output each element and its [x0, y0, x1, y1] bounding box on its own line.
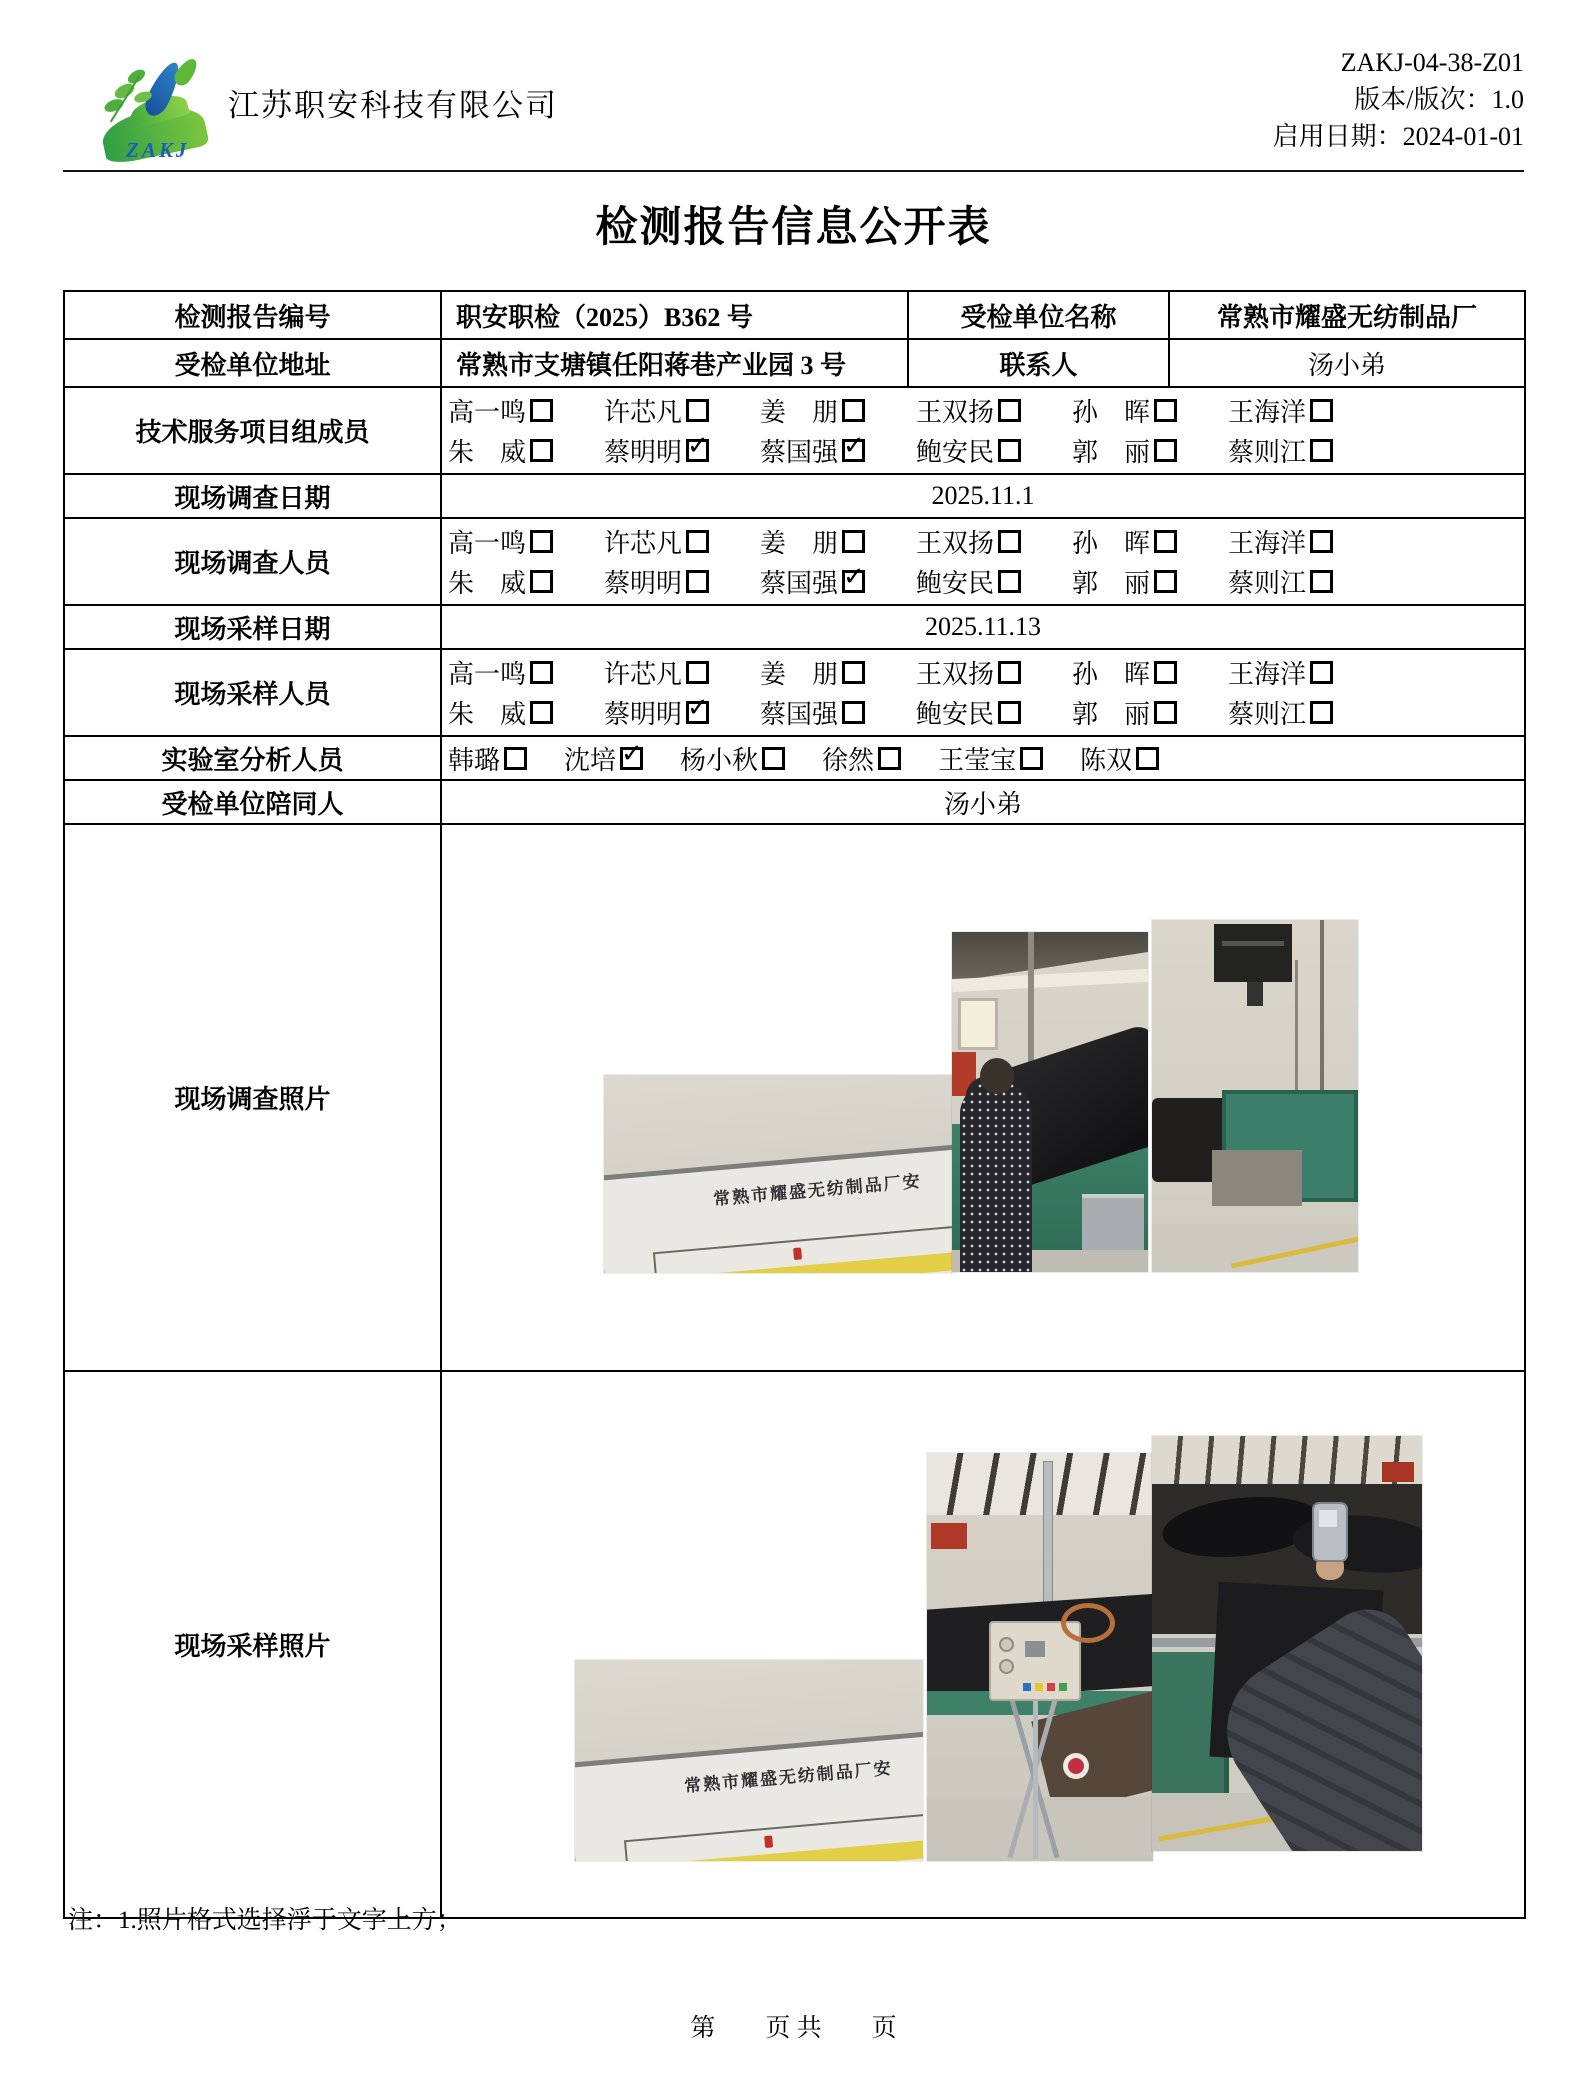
- checkbox-unchecked: [504, 747, 527, 770]
- page-number-footer: 第 页 共 页: [690, 2015, 897, 2042]
- photo-sampler-screen: [1025, 1641, 1045, 1657]
- member-name: 韩璐: [448, 745, 501, 775]
- table-row-lab-staff: [64, 736, 1525, 780]
- contact-value: 汤小弟: [1169, 339, 1525, 387]
- checkbox-unchecked: [998, 701, 1021, 724]
- checkbox-unchecked: [998, 661, 1021, 684]
- checkbox-checked: [686, 693, 709, 724]
- checkbox-unchecked: [842, 661, 865, 684]
- member-option: [760, 432, 916, 469]
- member-option: [1228, 563, 1384, 600]
- member-name: 王双扬: [916, 660, 995, 689]
- member-name: 徐然: [822, 745, 875, 775]
- checkbox-unchecked: [842, 701, 865, 724]
- member-option: [760, 523, 916, 560]
- photo-equipment: [1212, 1150, 1302, 1206]
- member-name: 蔡则江: [1228, 569, 1307, 598]
- checkbox-unchecked: [1154, 701, 1177, 724]
- photo-tape-roll-center: [1068, 1758, 1084, 1774]
- sampling-staff-grid: [442, 653, 1524, 733]
- member-option: [760, 694, 916, 731]
- checkbox-unchecked: [1154, 439, 1177, 462]
- member-line: [442, 562, 1524, 602]
- survey-photos-label: 现场调查照片: [64, 824, 441, 1371]
- member-line: [442, 431, 1524, 471]
- member-name: 鲍安民: [916, 700, 995, 729]
- sampling-date-value: 2025.11.13: [441, 605, 1525, 649]
- member-option: [916, 523, 1072, 560]
- member-option: [1072, 523, 1228, 560]
- accompany-label: 受检单位陪同人: [64, 780, 441, 824]
- table-row-team: [64, 387, 1525, 474]
- member-option: [604, 523, 760, 560]
- member-option: [1228, 654, 1384, 691]
- member-name: 姜 朋: [760, 660, 839, 689]
- checkbox-unchecked: [530, 530, 553, 553]
- member-option: [760, 392, 916, 429]
- member-option: [604, 392, 760, 429]
- photo-window-slat: [1222, 941, 1285, 946]
- checkbox-unchecked: [686, 661, 709, 684]
- member-name: 蔡明明: [604, 569, 683, 598]
- sampling-staff-label: 现场采样人员: [64, 649, 441, 736]
- member-name: 陈双: [1080, 745, 1133, 775]
- photo-red-banner: [1382, 1462, 1414, 1482]
- checkbox-unchecked: [842, 399, 865, 422]
- member-name: 郭 丽: [1072, 700, 1151, 729]
- checkbox-unchecked: [1310, 399, 1333, 422]
- member-name: 蔡明明: [604, 438, 683, 467]
- checkbox-unchecked: [686, 530, 709, 553]
- table-row-survey-staff: [64, 518, 1525, 605]
- survey-date-label: 现场调查日期: [64, 474, 441, 518]
- sampling-staff-cell: [441, 649, 1525, 736]
- photo-meter-screen: [1319, 1510, 1337, 1527]
- member-option: [604, 694, 760, 731]
- photo-sampler-button: [1059, 1683, 1067, 1691]
- checkbox-unchecked: [530, 439, 553, 462]
- member-option: [448, 432, 604, 469]
- member-name: 蔡国强: [760, 569, 839, 598]
- member-option: [680, 740, 785, 777]
- member-option: [1228, 694, 1384, 731]
- member-name: 蔡国强: [760, 438, 839, 467]
- photo-red-banner: [931, 1523, 967, 1549]
- survey-staff-label: 现场调查人员: [64, 518, 441, 605]
- photo-handheld-meter: [1312, 1502, 1348, 1562]
- member-option: [760, 563, 916, 600]
- lab-staff-grid: [442, 739, 1524, 777]
- document-control-block: [1273, 44, 1524, 155]
- member-name: 朱 威: [448, 438, 527, 467]
- photo-sampler-tube: [1061, 1603, 1115, 1643]
- photo-sampler-button: [1047, 1683, 1055, 1691]
- photo-red-mark: [764, 1835, 773, 1848]
- member-option: [916, 563, 1072, 600]
- checkbox-checked: [842, 431, 865, 462]
- member-line: [442, 522, 1524, 562]
- member-name: 孙 晖: [1072, 398, 1151, 427]
- member-option: [1228, 432, 1384, 469]
- member-option: [916, 392, 1072, 429]
- member-name: 郭 丽: [1072, 438, 1151, 467]
- photo-sampler-button: [1035, 1683, 1043, 1691]
- member-option: [604, 563, 760, 600]
- checkbox-unchecked: [842, 530, 865, 553]
- member-name: 蔡则江: [1228, 438, 1307, 467]
- checkbox-unchecked: [1154, 661, 1177, 684]
- member-option: [1072, 694, 1228, 731]
- member-option: [448, 563, 604, 600]
- member-option: [1080, 740, 1159, 777]
- survey-photo-factory-sign: [604, 1075, 952, 1273]
- checkbox-unchecked: [1154, 530, 1177, 553]
- checkbox-unchecked: [998, 439, 1021, 462]
- photo-hanging-equipment: [1247, 982, 1263, 1006]
- member-name: 高一鸣: [448, 529, 527, 558]
- member-option: [604, 654, 760, 691]
- member-option: [938, 740, 1043, 777]
- member-name: 蔡则江: [1228, 700, 1307, 729]
- table-row-accompany: [64, 780, 1525, 824]
- photo-sampler-button: [1023, 1683, 1031, 1691]
- checkbox-unchecked: [1154, 399, 1177, 422]
- doc-code: ZAKJ-04-38-Z01: [1340, 48, 1524, 77]
- photo-air-sampler-instrument: [989, 1621, 1081, 1701]
- member-name: 王莹宝: [938, 745, 1017, 775]
- member-option: [564, 740, 643, 777]
- lab-staff-label: 实验室分析人员: [64, 736, 441, 780]
- photo-dark-window: [1214, 924, 1292, 982]
- member-option: [916, 432, 1072, 469]
- member-name: 王双扬: [916, 529, 995, 558]
- footnote: 注：1.照片格式选择浮于文字上方；: [68, 1907, 462, 1934]
- checkbox-unchecked: [762, 747, 785, 770]
- survey-date-value: 2025.11.1: [441, 474, 1525, 518]
- member-name: 王海洋: [1228, 529, 1307, 558]
- member-option: [1072, 563, 1228, 600]
- member-option: [1072, 392, 1228, 429]
- member-line: [442, 693, 1524, 733]
- team-label: 技术服务项目组成员: [64, 387, 441, 474]
- sampling-photo-handheld-meter: [1152, 1436, 1422, 1851]
- checkbox-checked: [842, 562, 865, 593]
- report-no-label: 检测报告编号: [64, 291, 441, 339]
- checkbox-unchecked: [530, 701, 553, 724]
- member-name: 鲍安民: [916, 438, 995, 467]
- member-name: 朱 威: [448, 569, 527, 598]
- check-mark-icon: ✓: [687, 693, 709, 723]
- checkbox-unchecked: [998, 570, 1021, 593]
- photo-sign-text: 常熟市耀盛无纺制品厂安: [712, 1171, 923, 1209]
- member-option: [1072, 654, 1228, 691]
- table-row-sampling-date: [64, 605, 1525, 649]
- member-option: [916, 694, 1072, 731]
- photo-worker: [960, 1082, 1032, 1272]
- member-option: [760, 654, 916, 691]
- checkbox-unchecked: [1310, 530, 1333, 553]
- check-mark-icon: ✓: [843, 562, 865, 592]
- unit-address-label: 受检单位地址: [64, 339, 441, 387]
- table-row-survey-photos: [64, 824, 1525, 1371]
- photo-window: [958, 998, 998, 1050]
- member-option: [448, 694, 604, 731]
- checkbox-unchecked: [686, 570, 709, 593]
- doc-effective-date: 启用日期：2024-01-01: [1272, 122, 1524, 151]
- checkbox-unchecked: [1020, 747, 1043, 770]
- table-row-report-no: [64, 291, 1525, 339]
- photo-steel-table: [1082, 1194, 1144, 1252]
- sampling-date-label: 现场采样日期: [64, 605, 441, 649]
- lab-staff-cell: [441, 736, 1525, 780]
- checkbox-unchecked: [1136, 747, 1159, 770]
- survey-photos-cell: [441, 824, 1525, 1371]
- member-line: [442, 739, 1524, 777]
- checkbox-unchecked: [998, 530, 1021, 553]
- header-divider: [63, 170, 1524, 172]
- photo-tape-roll: [1063, 1753, 1089, 1779]
- page-title: 检测报告信息公开表: [595, 205, 992, 251]
- table-row-address: [64, 339, 1525, 387]
- checkbox-unchecked: [998, 399, 1021, 422]
- checkbox-unchecked: [878, 747, 901, 770]
- member-name: 王海洋: [1228, 398, 1307, 427]
- member-name: 沈培: [564, 745, 617, 775]
- member-name: 许芯凡: [604, 398, 683, 427]
- checkbox-unchecked: [1310, 701, 1333, 724]
- checkbox-checked: [620, 738, 643, 770]
- logo-acronym: ZAKJ: [126, 138, 190, 162]
- company-logo: [100, 52, 218, 160]
- member-option: [448, 523, 604, 560]
- checkbox-unchecked: [1310, 661, 1333, 684]
- member-name: 郭 丽: [1072, 569, 1151, 598]
- photo-sign-text: 常熟市耀盛无纺制品厂安: [683, 1758, 894, 1796]
- member-name: 高一鸣: [448, 398, 527, 427]
- unit-address-value: 常熟市支塘镇任阳蒋巷产业园 3 号: [441, 339, 908, 387]
- member-option: [1072, 432, 1228, 469]
- checkbox-unchecked: [686, 399, 709, 422]
- sampling-photos-label: 现场采样照片: [64, 1371, 441, 1918]
- checkbox-unchecked: [1310, 570, 1333, 593]
- table-row-sampling-staff: [64, 649, 1525, 736]
- contact-label: 联系人: [908, 339, 1169, 387]
- member-name: 杨小秋: [680, 745, 759, 775]
- member-name: 姜 朋: [760, 529, 839, 558]
- sampling-photo-tripod-sampler: [927, 1453, 1153, 1861]
- survey-staff-cell: [441, 518, 1525, 605]
- member-name: 许芯凡: [604, 660, 683, 689]
- checkbox-checked: [686, 431, 709, 462]
- member-option: [822, 740, 901, 777]
- checkbox-unchecked: [530, 570, 553, 593]
- member-option: [448, 392, 604, 429]
- doc-version: 版本/版次：1.0: [1354, 85, 1524, 114]
- survey-staff-grid: [442, 522, 1524, 602]
- member-name: 蔡国强: [760, 700, 839, 729]
- survey-photo-machine-hall: [1152, 920, 1358, 1272]
- member-name: 王海洋: [1228, 660, 1307, 689]
- check-mark-icon: ✓: [843, 431, 865, 461]
- report-no-value: 职安职检（2025）B362 号: [441, 291, 908, 339]
- member-name: 姜 朋: [760, 398, 839, 427]
- member-option: [1228, 523, 1384, 560]
- accompany-value: 汤小弟: [441, 780, 1525, 824]
- checkbox-unchecked: [530, 661, 553, 684]
- photo-roof: [927, 1453, 1153, 1515]
- photo-red-mark: [793, 1247, 802, 1260]
- member-name: 孙 晖: [1072, 660, 1151, 689]
- check-mark-icon: ✓: [621, 738, 643, 769]
- table-row-survey-date: [64, 474, 1525, 518]
- info-table: [63, 290, 1526, 1919]
- member-name: 许芯凡: [604, 529, 683, 558]
- team-members-cell: [441, 387, 1525, 474]
- sampling-photo-factory-sign: [575, 1660, 923, 1861]
- photo-tripod-leg: [1033, 1691, 1038, 1859]
- team-members-grid: [442, 391, 1524, 471]
- member-option: [1228, 392, 1384, 429]
- checkbox-unchecked: [530, 399, 553, 422]
- member-option: [448, 740, 527, 777]
- member-name: 孙 晖: [1072, 529, 1151, 558]
- member-option: [604, 432, 760, 469]
- member-name: 高一鸣: [448, 660, 527, 689]
- member-line: [442, 391, 1524, 431]
- unit-name-label: 受检单位名称: [908, 291, 1169, 339]
- checkbox-unchecked: [1154, 570, 1177, 593]
- member-name: 鲍安民: [916, 569, 995, 598]
- photo-pipe: [1043, 1461, 1053, 1613]
- checkbox-unchecked: [1310, 439, 1333, 462]
- unit-name-value: 常熟市耀盛无纺制品厂: [1169, 291, 1525, 339]
- check-mark-icon: ✓: [687, 431, 709, 461]
- table-row-sampling-photos: [64, 1371, 1525, 1918]
- photo-sampler-port: [999, 1659, 1014, 1674]
- survey-photo-worker-fabric-roll: [952, 932, 1148, 1272]
- photo-worker-head: [980, 1058, 1014, 1094]
- member-name: 朱 威: [448, 700, 527, 729]
- photo-sampler-port: [999, 1637, 1014, 1652]
- member-name: 王双扬: [916, 398, 995, 427]
- company-name: 江苏职安科技有限公司: [228, 88, 558, 123]
- member-option: [916, 654, 1072, 691]
- member-line: [442, 653, 1524, 693]
- member-name: 蔡明明: [604, 700, 683, 729]
- member-option: [448, 654, 604, 691]
- sampling-photos-cell: [441, 1371, 1525, 1918]
